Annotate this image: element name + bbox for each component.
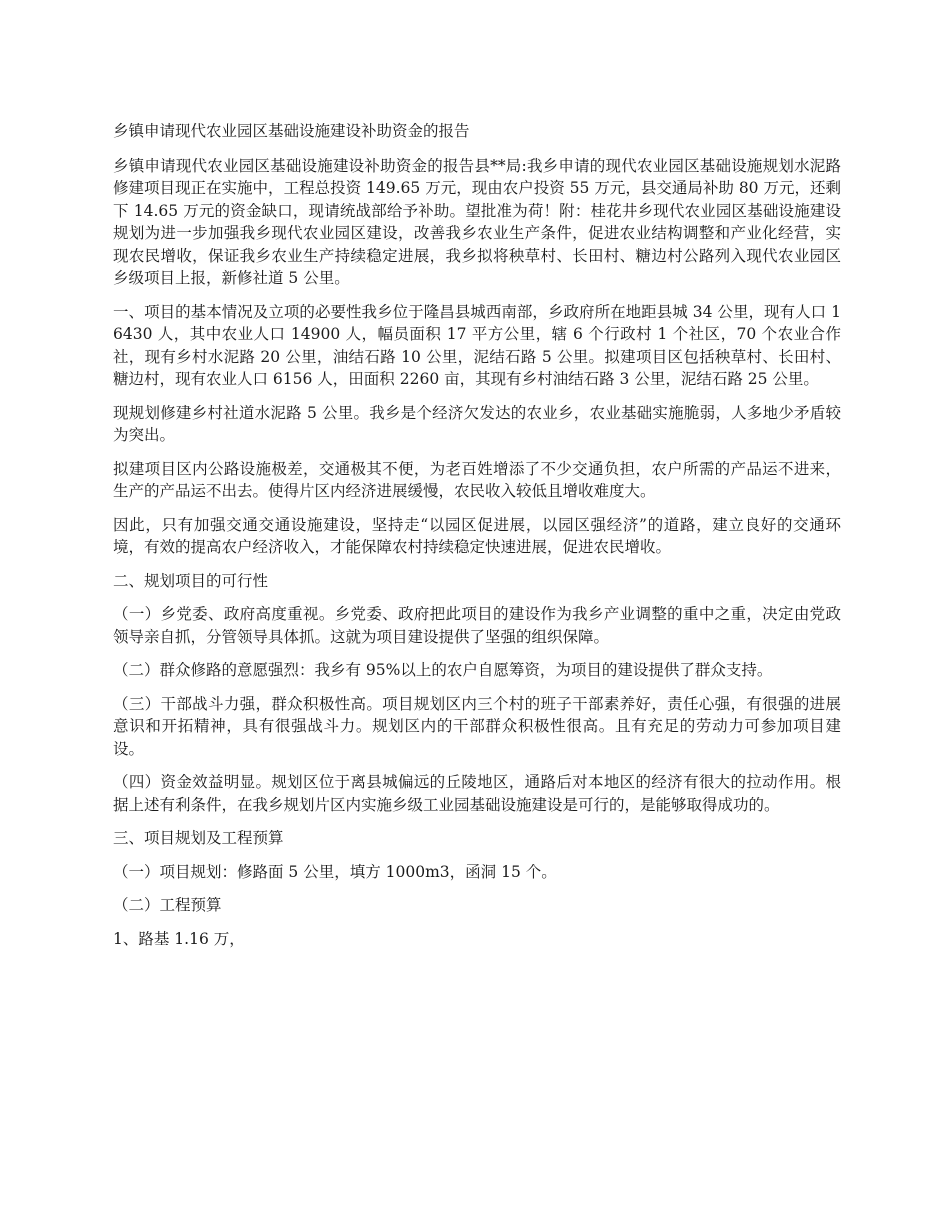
paragraph-intro: 乡镇申请现代农业园区基础设施建设补助资金的报告县**局:我乡申请的现代农业园区基础设施规划水泥路修建项目现正在实施中，工程总投资 149.65 万元，现由农户投资 55 万元，县交通局补助 80 万元，还剩下 14.65 万元的资金缺口，现请统战部给予补助。望批准为荷！附：桂花井乡现代农业园区基础设施建设规划为进一步加强我乡现代农业园区建设，改善我乡农业生产条件，促进农业结构调整和产业化经营，实现农民增收，保证我乡农业生产持续稳定进展，我乡拟将秧草村、长田村、糖边村公路列入现代农业园区乡级项目上报，新修社道 5 公里。 [113,156,841,287]
paragraph-feasibility-1: （一）乡党委、政府高度重视。乡党委、政府把此项目的建设作为我乡产业调整的重中之重，决定由党政领导亲自抓，分管领导具体抓。这就为项目建设提供了坚强的组织保障。 [113,605,841,646]
paragraph-feasibility-2: （二）群众修路的意愿强烈：我乡有 95%以上的农户自愿筹资，为项目的建设提供了群众支持。 [113,661,773,679]
paragraph-therefore: 因此，只有加强交通交通设施建设，坚持走“以园区促进展，以园区强经济”的道路，建立良好的交通环境，有效的提高农户经济收入，才能保障农村持续稳定快速进展，促进农民增收。 [113,515,841,556]
document-body [113,120,841,961]
paragraph-section-1: 一、项目的基本情况及立项的必要性我乡位于隆昌县城西南部，乡政府所在地距县城 34 公里，现有人口 16430 人，其中农业人口 14900 人，幅员面积 17 平方公里，辖 6 个行政村 1 个社区，70 个农业合作社，现有乡村水泥路 20 公里，油结石路 10 公里，泥结石路 5 公里。拟建项目区包括秧草村、长田村、糖边村，现有农业人口 6156 人，田面积 2260 亩，其现有乡村油结石路 3 公里，泥结石路 25 公里。 [113,302,841,388]
section-heading-3: 三、项目规划及工程预算 [113,829,284,847]
paragraph-project-plan: （一）项目规划：修路面 5 公里，填方 1000m3，函洞 15 个。 [113,862,557,881]
document-title: 乡镇申请现代农业园区基础设施建设补助资金的报告 [113,122,470,140]
paragraph-traffic: 拟建项目区内公路设施极差，交通极其不便，为老百姓增添了不少交通负担，农户所需的产品运不进来，生产的产品运不出去。使得片区内经济进展缓慢，农民收入较低且增收难度大。 [113,459,841,500]
paragraph-budget-heading: （二）工程预算 [113,896,222,914]
paragraph-plan: 现规划修建乡村社道水泥路 5 公里。我乡是个经济欠发达的农业乡，农业基础实施脆弱，人多地少矛盾较为突出。 [113,403,841,444]
paragraph-feasibility-3: （三）干部战斗力强，群众积极性高。项目规划区内三个村的班子干部素养好，责任心强，有很强的进展意识和开拓精神，具有很强战斗力。规划区内的干部群众积极性很高。且有充足的劳动力可参加项目建设。 [113,694,841,758]
paragraph-feasibility-4: （四）资金效益明显。规划区位于离县城偏远的丘陵地区，通路后对本地区的经济有很大的拉动作用。根据上述有利条件，在我乡规划片区内实施乡级工业园基础设施建设是可行的，是能够取得成功的。 [113,773,841,814]
section-heading-2: 二、规划项目的可行性 [113,571,269,590]
paragraph-budget-item-1: 1、路基 1.16 万， [113,929,245,948]
